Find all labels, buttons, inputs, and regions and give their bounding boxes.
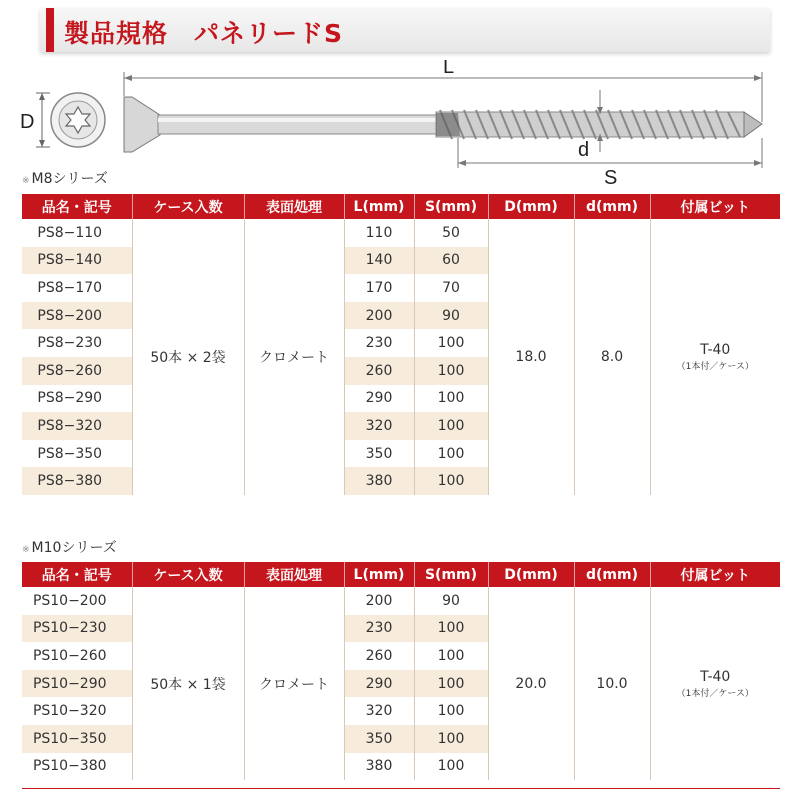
cell-D: 18.0 xyxy=(488,219,574,495)
screw-side-view xyxy=(124,97,762,152)
cell-code: PS8−200 xyxy=(22,302,132,330)
header-code: 品名・記号 xyxy=(22,562,132,587)
table-header-row xyxy=(22,194,780,219)
header-S: S(mm) xyxy=(414,194,488,219)
cell-code: PS10−290 xyxy=(22,670,132,698)
cell-surface: クロメート xyxy=(244,587,344,780)
cell-L: 200 xyxy=(344,302,414,330)
bit-name: T-40 xyxy=(700,668,731,685)
cell-S: 90 xyxy=(414,587,488,615)
header-surface: 表面処理 xyxy=(244,194,344,219)
cell-S: 60 xyxy=(414,247,488,275)
cell-d: 8.0 xyxy=(574,219,650,495)
cell-case-qty: 50本 × 2袋 xyxy=(132,219,244,495)
cell-L: 230 xyxy=(344,329,414,357)
table-header-row xyxy=(22,562,780,587)
cell-code: PS8−290 xyxy=(22,385,132,413)
cell-S: 100 xyxy=(414,385,488,413)
cell-L: 260 xyxy=(344,357,414,385)
cell-code: PS10−350 xyxy=(22,725,132,753)
cell-L: 140 xyxy=(344,247,414,275)
cell-code: PS8−320 xyxy=(22,412,132,440)
bit-note: （1本付／ケース） xyxy=(676,688,754,699)
cell-code: PS10−200 xyxy=(22,587,132,615)
cell-code: PS10−260 xyxy=(22,642,132,670)
bullet-mark: ※ xyxy=(22,545,30,555)
cell-code: PS8−350 xyxy=(22,440,132,468)
cell-S: 100 xyxy=(414,412,488,440)
bit-name: T-40 xyxy=(700,341,731,358)
cell-L: 290 xyxy=(344,670,414,698)
series-label-m8: ※ M8シリーズ xyxy=(22,171,108,187)
header-d: d(mm) xyxy=(574,194,650,219)
header-D: D(mm) xyxy=(488,562,574,587)
cell-L: 320 xyxy=(344,412,414,440)
dim-label-d: d xyxy=(578,139,590,161)
cell-code: PS8−140 xyxy=(22,247,132,275)
cell-code: PS10−320 xyxy=(22,697,132,725)
cell-code: PS8−260 xyxy=(22,357,132,385)
header-bit: 付属ビット xyxy=(650,194,780,219)
dim-label-L: L xyxy=(443,60,455,78)
bit-note: （1本付／ケース） xyxy=(676,361,754,372)
cell-S: 100 xyxy=(414,329,488,357)
cell-S: 100 xyxy=(414,697,488,725)
cell-L: 290 xyxy=(344,385,414,413)
bullet-mark: ※ xyxy=(22,176,30,186)
table-row xyxy=(22,587,780,615)
cell-code: PS10−380 xyxy=(22,753,132,781)
dim-label-S: S xyxy=(604,167,618,189)
header-bit: 付属ビット xyxy=(650,562,780,587)
cell-L: 350 xyxy=(344,725,414,753)
header-S: S(mm) xyxy=(414,562,488,587)
cell-S: 100 xyxy=(414,467,488,495)
cell-code: PS8−110 xyxy=(22,219,132,247)
cell-bit xyxy=(650,219,780,495)
cell-case-qty: 50本 × 1袋 xyxy=(132,587,244,780)
screw-diagram xyxy=(0,60,800,190)
cell-code: PS8−230 xyxy=(22,329,132,357)
header-surface: 表面処理 xyxy=(244,562,344,587)
cell-L: 320 xyxy=(344,697,414,725)
header-d: d(mm) xyxy=(574,562,650,587)
cell-S: 100 xyxy=(414,725,488,753)
spec-table-m8 xyxy=(22,194,780,495)
cell-S: 100 xyxy=(414,753,488,781)
cell-L: 170 xyxy=(344,274,414,302)
cell-S: 100 xyxy=(414,357,488,385)
cell-D: 20.0 xyxy=(488,587,574,780)
header-L: L(mm) xyxy=(344,562,414,587)
cell-L: 260 xyxy=(344,642,414,670)
dim-label-D: D xyxy=(20,111,35,133)
cell-L: 230 xyxy=(344,615,414,643)
cell-L: 380 xyxy=(344,753,414,781)
header-case-qty: ケース入数 xyxy=(132,562,244,587)
series-label-m10: ※ M10シリーズ xyxy=(22,540,117,556)
footer-divider xyxy=(22,788,780,789)
cell-S: 100 xyxy=(414,440,488,468)
cell-code: PS8−170 xyxy=(22,274,132,302)
table-row xyxy=(22,219,780,247)
cell-S: 90 xyxy=(414,302,488,330)
header-code: 品名・記号 xyxy=(22,194,132,219)
header-case-qty: ケース入数 xyxy=(132,194,244,219)
spec-table-m10 xyxy=(22,562,780,780)
cell-code: PS10−230 xyxy=(22,615,132,643)
cell-L: 200 xyxy=(344,587,414,615)
cell-L: 380 xyxy=(344,467,414,495)
cell-S: 70 xyxy=(414,274,488,302)
cell-S: 100 xyxy=(414,670,488,698)
page-title: 製品規格 パネリードS xyxy=(64,19,344,48)
cell-surface: クロメート xyxy=(244,219,344,495)
cell-code: PS8−380 xyxy=(22,467,132,495)
cell-S: 100 xyxy=(414,642,488,670)
cell-d: 10.0 xyxy=(574,587,650,780)
screw-head-end-view xyxy=(51,93,105,147)
header-D: D(mm) xyxy=(488,194,574,219)
cell-S: 100 xyxy=(414,615,488,643)
cell-L: 110 xyxy=(344,219,414,247)
title-accent-bar xyxy=(46,8,54,52)
cell-L: 350 xyxy=(344,440,414,468)
cell-bit xyxy=(650,587,780,780)
header-L: L(mm) xyxy=(344,194,414,219)
cell-S: 50 xyxy=(414,219,488,247)
